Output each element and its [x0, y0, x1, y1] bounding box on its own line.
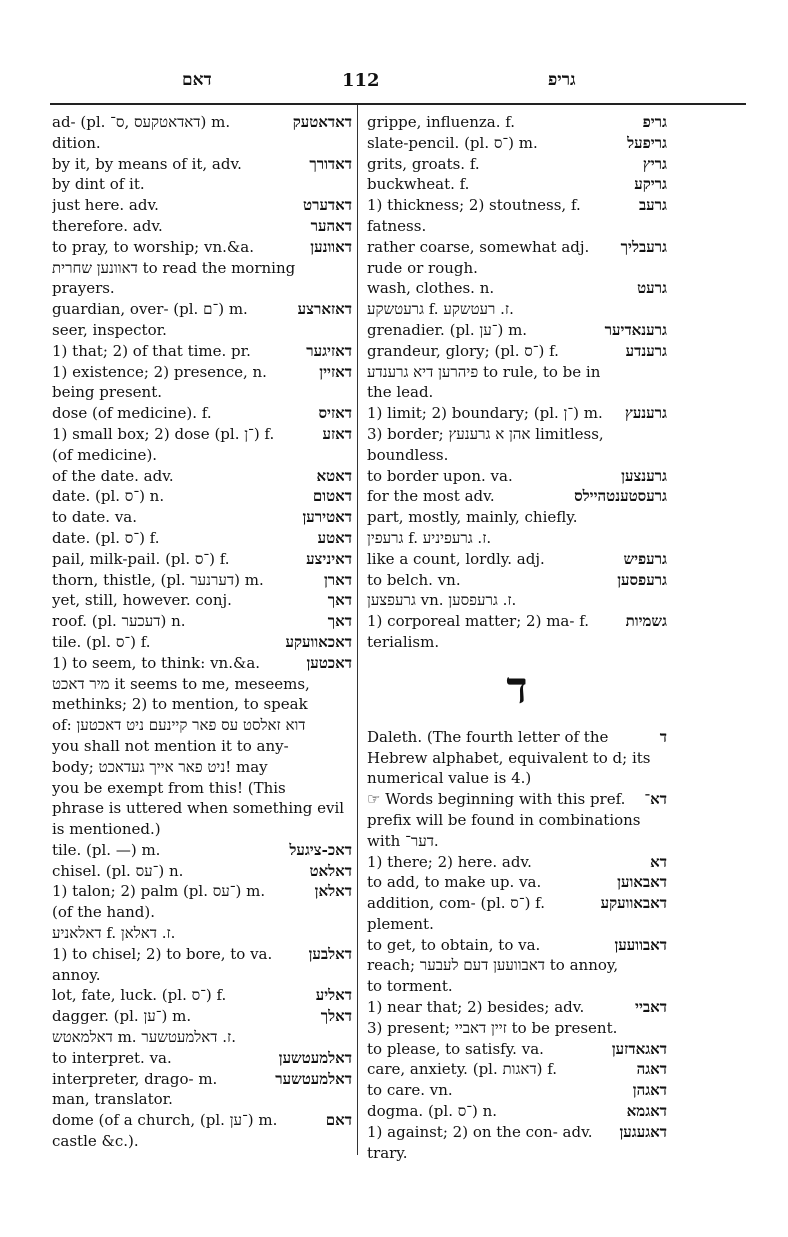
entry-line — [367, 1122, 667, 1143]
entry-english: is mentioned.) — [52, 820, 161, 839]
entry-line — [367, 611, 667, 632]
entry-line — [367, 1101, 667, 1122]
entry-english: of: דוא זאלסט עס פאר קיינעם ניט דאכטען — [52, 716, 306, 735]
entry-line — [367, 727, 667, 748]
entry-headword: דאך — [327, 612, 352, 631]
entry-english: man, translator. — [52, 1090, 173, 1109]
entry-english: Hebrew alphabet, equivalent to d; its — [367, 748, 651, 767]
entry-english: 1) existence; 2) presence, n. — [52, 362, 267, 381]
entry-headword: גריפעל — [627, 133, 667, 152]
entry-headword: דאהער — [310, 216, 352, 235]
entry-line — [52, 237, 352, 258]
entry-english: 1) there; 2) here. adv. — [367, 852, 532, 871]
entry-english: body; ניט פאר אייך געדאכט! may — [52, 757, 268, 776]
entry-line — [367, 1018, 667, 1039]
entry-english: of the date. adv. — [52, 466, 174, 485]
entry-english: prefix will be found in combinations — [367, 810, 641, 829]
entry-english: boundless. — [367, 445, 449, 464]
entry-headword: דאלאט — [309, 861, 352, 880]
entry-line — [52, 1027, 352, 1048]
entry-line — [52, 216, 352, 237]
entry-english: דאוונען שחרית to read the morning — [52, 258, 296, 277]
entry-english: 3) border; אהן א גרענעץ limitless, — [367, 424, 604, 443]
entry-line — [367, 893, 667, 914]
entry-line — [367, 748, 667, 769]
entry-headword: גרעבליך — [620, 237, 667, 256]
entry-english: rude or rough. — [367, 258, 478, 277]
entry-english: fatness. — [367, 216, 427, 235]
entry-line — [52, 112, 352, 133]
entry-headword: ד — [659, 727, 667, 746]
entry-english: tile. (pl. ־ס) f. — [52, 632, 151, 651]
entry-line — [52, 486, 352, 507]
entry-headword: גרעפסען — [617, 570, 667, 589]
page-number: 112 — [342, 70, 380, 91]
entry-headword: דאיניצע — [306, 549, 352, 568]
entry-english: methinks; 2) to mention, to speak — [52, 695, 308, 714]
entry-line — [367, 1039, 667, 1060]
entry-english: to add, to make up. va. — [367, 873, 542, 892]
entry-english: tile. (pl. —) m. — [52, 840, 161, 859]
entry-english: to belch. vn. — [367, 570, 461, 589]
entry-english: care, anxiety. (pl. דאגות) f. — [367, 1060, 558, 1079]
entry-headword: דאגהן — [632, 1081, 667, 1100]
entry-line — [367, 935, 667, 956]
entry-headword: גרענאדיער — [604, 320, 667, 339]
entry-headword: דאכטען — [306, 653, 352, 672]
entry-english: grenadier. (pl. ־ען) m. — [367, 320, 528, 339]
entry-english: 1) small box; 2) dose (pl. ־ן) f. — [52, 424, 275, 443]
entry-headword: דאגה — [636, 1060, 667, 1079]
entry-headword: דא־ — [644, 790, 667, 809]
entry-headword: דאגמא — [626, 1102, 667, 1121]
entry-line — [52, 320, 352, 341]
entry-english: to please, to satisfy. va. — [367, 1039, 544, 1058]
entry-headword: דאטירען — [302, 508, 352, 527]
entry-english: dome (of a church, (pl. ־ען) m. — [52, 1111, 278, 1130]
entry-line — [367, 299, 667, 320]
entry-english: דאלמאטש m. ז. דאלמעטשער. — [52, 1028, 236, 1047]
entry-english: דאלאניע f. ז. דאלאן. — [52, 924, 176, 943]
entry-english: מיר דאכט it seems to me, meseems, — [52, 674, 310, 693]
header-right-word: גריפ — [548, 70, 576, 90]
entry-headword: דאלמעטשען — [278, 1048, 352, 1067]
entry-line — [52, 362, 352, 383]
entry-line — [52, 902, 352, 923]
entry-headword: דאגאדזען — [611, 1039, 667, 1058]
entry-headword: דאליע — [315, 986, 352, 1005]
entry-english: castle &c.). — [52, 1132, 139, 1151]
entry-headword: גריקע — [634, 175, 667, 194]
entry-english: part, mostly, mainly, chiefly. — [367, 508, 578, 527]
entry-headword: דאטום — [312, 487, 352, 506]
entry-english: terialism. — [367, 632, 440, 651]
entry-line — [367, 424, 667, 445]
entry-line — [52, 694, 352, 715]
entry-line — [52, 861, 352, 882]
entry-english: 3) present; זיין דאביי to be present. — [367, 1018, 618, 1037]
entry-line — [52, 840, 352, 861]
entry-line — [367, 528, 667, 549]
entry-headword: דאדורך — [309, 154, 352, 173]
entry-headword: דאזיס — [318, 404, 352, 423]
entry-english: 1) thickness; 2) stoutness, f. — [367, 196, 581, 215]
entry-headword: דאלמעטשער — [275, 1069, 352, 1088]
entry-line — [52, 382, 352, 403]
entry-english: reach; דאבוועען דעם לעבער to annoy, — [367, 956, 619, 975]
entry-headword: גשמיות — [625, 612, 667, 631]
entry-headword: גרעב — [638, 196, 667, 215]
entry-line — [52, 154, 352, 175]
entry-line — [367, 549, 667, 570]
entry-headword: דאזע — [322, 424, 352, 443]
entry-line — [52, 278, 352, 299]
entry-line — [52, 757, 352, 778]
entry-line — [367, 1059, 667, 1080]
entry-headword: דאכאוועקע — [285, 632, 352, 651]
entry-english: prayers. — [52, 279, 115, 298]
entry-english: to interpret. va. — [52, 1048, 172, 1067]
entry-line — [367, 831, 667, 852]
entry-line — [52, 258, 352, 279]
entry-english: seer, inspector. — [52, 320, 167, 339]
entry-english: to pray, to worship; vn.&a. — [52, 237, 254, 256]
entry-line — [367, 810, 667, 831]
entry-english: plement. — [367, 914, 434, 933]
entry-line — [52, 403, 352, 424]
entry-line — [52, 965, 352, 986]
entry-line — [367, 278, 667, 299]
entry-english: phrase is uttered when something evil — [52, 799, 345, 818]
entry-english: פיהרען דיא גרענדע to rule, to be in — [367, 362, 601, 381]
entry-english: therefore. adv. — [52, 216, 163, 235]
entry-line — [52, 653, 352, 674]
left-column — [52, 112, 352, 1152]
entry-line — [52, 736, 352, 757]
entry-line — [367, 445, 667, 466]
header-left-word: דאם — [182, 70, 212, 90]
entry-english: thorn, thistle, (pl. דערנער) m. — [52, 570, 264, 589]
entry-line — [52, 445, 352, 466]
entry-line — [367, 872, 667, 893]
entry-line — [367, 914, 667, 935]
entry-english: 1) talon; 2) palm (pl. ־עס) m. — [52, 882, 266, 901]
entry-line — [367, 195, 667, 216]
entry-line — [52, 944, 352, 965]
entry-english: grits, groats. f. — [367, 154, 480, 173]
entry-english: dogma. (pl. ־ס) n. — [367, 1102, 498, 1121]
entry-english: the lead. — [367, 383, 434, 402]
entry-headword: דאזיין — [319, 362, 352, 381]
entry-line — [52, 985, 352, 1006]
right-column-top — [367, 112, 667, 653]
entry-english: like a count, lordly. adj. — [367, 549, 545, 568]
entry-english: addition, com- (pl. ־ס) f. — [367, 894, 545, 913]
entry-english: 1) that; 2) of that time. pr. — [52, 341, 251, 360]
entry-headword: דאביי — [635, 998, 667, 1017]
entry-headword: דאגעגען — [619, 1122, 667, 1141]
entry-headword: גרענעץ — [625, 404, 667, 423]
entry-english: annoy. — [52, 965, 101, 984]
entry-headword: דאזיגער — [306, 341, 352, 360]
entry-english: 1) corporeal matter; 2) ma- f. — [367, 612, 589, 631]
entry-english: slate-pencil. (pl. ־ס) m. — [367, 133, 538, 152]
entry-english: dition. — [52, 133, 101, 152]
entry-line — [52, 549, 352, 570]
entry-line — [52, 1069, 352, 1090]
entry-line — [52, 611, 352, 632]
entry-line — [52, 778, 352, 799]
entry-line — [367, 486, 667, 507]
entry-headword: דאך — [327, 591, 352, 610]
entry-line — [367, 852, 667, 873]
entry-line — [52, 923, 352, 944]
running-head — [52, 70, 752, 96]
entry-line — [52, 466, 352, 487]
entry-english: 1) limit; 2) boundary; (pl. ־ן) m. — [367, 404, 603, 423]
entry-line — [52, 674, 352, 695]
entry-headword: דאוונען — [310, 237, 352, 256]
entry-line — [367, 507, 667, 528]
entry-english: pail, milk-pail. (pl. ־ס) f. — [52, 549, 230, 568]
entry-english: dose (of medicine). f. — [52, 404, 212, 423]
entry-english: to care. vn. — [367, 1081, 453, 1100]
entry-english: guardian, over- (pl. ־ם) m. — [52, 300, 248, 319]
section-letter: ד — [506, 662, 528, 714]
entry-line — [52, 507, 352, 528]
entry-line — [367, 789, 667, 810]
entry-line — [52, 133, 352, 154]
entry-english: grippe, influenza. f. — [367, 113, 516, 131]
entry-headword: גרעפיש — [623, 549, 667, 568]
entry-line — [52, 881, 352, 902]
entry-english: trary. — [367, 1143, 408, 1162]
entry-headword: דאלבען — [308, 944, 352, 963]
entry-line — [52, 590, 352, 611]
entry-line — [52, 195, 352, 216]
entry-english: 1) against; 2) on the con- adv. — [367, 1122, 593, 1141]
entry-english: (of the hand). — [52, 903, 156, 922]
entry-line — [52, 1048, 352, 1069]
entry-line — [367, 403, 667, 424]
entry-english: by dint of it. — [52, 175, 145, 194]
entry-line — [367, 997, 667, 1018]
entry-line — [52, 798, 352, 819]
entry-headword: דאלאן — [314, 882, 352, 901]
entry-headword: גריץ — [642, 154, 667, 173]
entry-line — [367, 768, 667, 789]
entry-english: just here. adv. — [52, 196, 159, 215]
entry-english: 1) to chisel; 2) to bore, to va. — [52, 944, 273, 963]
entry-english: to get, to obtain, to va. — [367, 935, 541, 954]
entry-english: גרעפצען vn. ז. גרעפסען. — [367, 591, 517, 610]
entry-headword: דארן — [323, 570, 352, 589]
entry-english: 1) near that; 2) besides; adv. — [367, 998, 585, 1017]
entry-line — [52, 1110, 352, 1131]
entry-english: to torment. — [367, 977, 453, 996]
entry-line — [367, 1080, 667, 1101]
entry-headword: גריפ — [642, 113, 667, 131]
entry-line — [52, 715, 352, 736]
header-rule — [50, 103, 746, 105]
entry-line — [367, 362, 667, 383]
entry-line — [367, 258, 667, 279]
entry-line — [52, 174, 352, 195]
entry-headword: דאדאטעק — [292, 113, 352, 131]
entry-line — [367, 976, 667, 997]
entry-headword: דאבאוועקע — [600, 894, 667, 913]
entry-line — [52, 1131, 352, 1152]
entry-english: grandeur, glory; (pl. ־ס) f. — [367, 341, 559, 360]
entry-english: with דער־. — [367, 831, 439, 850]
entry-line — [367, 112, 667, 133]
entry-line — [367, 133, 667, 154]
entry-english: buckwheat. f. — [367, 175, 470, 194]
entry-line — [367, 590, 667, 611]
entry-english: by it, by means of it, adv. — [52, 154, 242, 173]
entry-english: roof. (pl. דעכער) n. — [52, 612, 186, 631]
entry-english: Daleth. (The fourth letter of the — [367, 727, 609, 746]
entry-headword: דאטא — [316, 466, 352, 485]
entry-line — [52, 570, 352, 591]
entry-headword: גרענצען — [621, 466, 667, 485]
entry-line — [367, 466, 667, 487]
entry-english: גרעטשקע f. ז. רעטשקע. — [367, 300, 514, 319]
entry-headword: דאבאוען — [617, 873, 667, 892]
entry-english: date. (pl. ־ס) n. — [52, 487, 165, 506]
entry-english: 1) to seem, to think: vn.&a. — [52, 653, 261, 672]
entry-english: ☞ Words beginning with this pref. — [367, 790, 626, 809]
entry-line — [367, 382, 667, 403]
column-divider — [357, 105, 358, 1155]
entry-line — [367, 174, 667, 195]
entry-headword: גרעסטענטהיילס — [574, 487, 667, 506]
entry-headword: גרעט — [637, 279, 667, 298]
entry-english: lot, fate, luck. (pl. ־ס) f. — [52, 986, 227, 1005]
entry-english: rather coarse, somewhat adj. — [367, 237, 590, 256]
entry-headword: דאזארצע — [297, 300, 352, 319]
entry-english: being present. — [52, 383, 162, 402]
entry-english: yet, still, however. conj. — [52, 591, 232, 610]
entry-line — [52, 341, 352, 362]
entry-headword: דאלך — [320, 1007, 352, 1026]
entry-headword: דאכ-ציגעל — [289, 840, 352, 859]
entry-english: (of medicine). — [52, 445, 158, 464]
entry-english: גרעפין f. ז. גרעפיניע. — [367, 528, 492, 547]
entry-english: chisel. (pl. ־עס) n. — [52, 861, 184, 880]
right-column — [367, 112, 667, 1163]
entry-line — [367, 341, 667, 362]
entry-line — [52, 1089, 352, 1110]
entry-english: numerical value is 4.) — [367, 769, 532, 788]
entry-english: you be exempt from this! (This — [52, 778, 286, 797]
entry-english: ad- (pl. דאדאטקעס ,ס־) m. — [52, 113, 231, 131]
entry-english: interpreter, drago- m. — [52, 1069, 218, 1088]
right-column-bottom — [367, 727, 667, 1164]
entry-line — [367, 1143, 667, 1164]
entry-line — [367, 237, 667, 258]
entry-headword: דאטע — [317, 528, 352, 547]
entry-line — [52, 299, 352, 320]
entry-headword: דאבוועען — [614, 935, 667, 954]
entry-english: to border upon. va. — [367, 466, 513, 485]
entry-line — [367, 216, 667, 237]
entry-headword: דא — [650, 852, 667, 871]
entry-line — [52, 1006, 352, 1027]
entry-line — [367, 154, 667, 175]
entry-english: dagger. (pl. ־ען) m. — [52, 1007, 192, 1026]
entry-english: you shall not mention it to any- — [52, 736, 289, 755]
entry-line — [367, 320, 667, 341]
entry-english: to date. va. — [52, 508, 137, 527]
entry-headword: דאם — [325, 1111, 352, 1130]
entry-english: for the most adv. — [367, 487, 495, 506]
entry-line — [367, 570, 667, 591]
entry-headword: דאדערט — [303, 196, 352, 215]
entry-english: wash, clothes. n. — [367, 279, 495, 298]
entry-english: date. (pl. ־ס) f. — [52, 528, 160, 547]
entry-line — [52, 632, 352, 653]
entry-line — [52, 819, 352, 840]
entry-line — [52, 528, 352, 549]
entry-line — [52, 424, 352, 445]
entry-line — [367, 632, 667, 653]
entry-headword: גרענדע — [625, 341, 667, 360]
entry-line — [367, 955, 667, 976]
